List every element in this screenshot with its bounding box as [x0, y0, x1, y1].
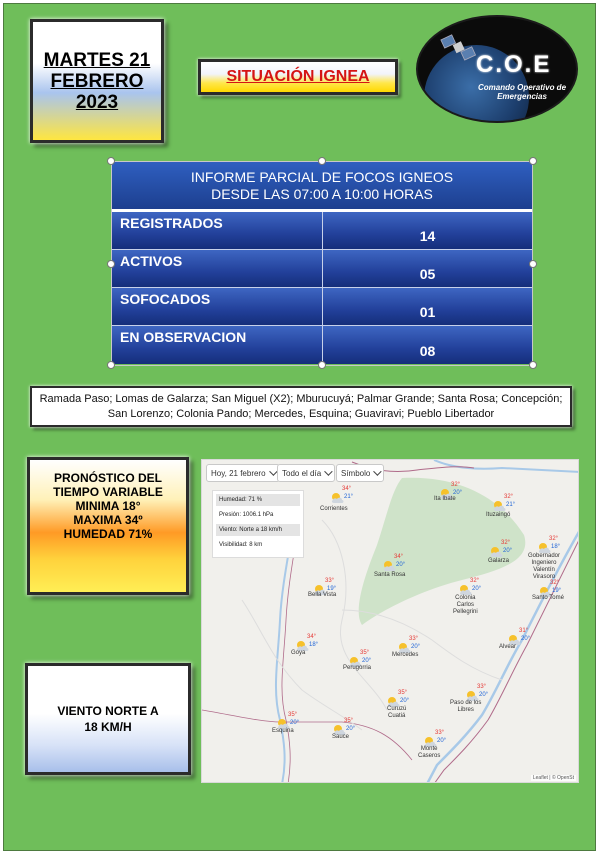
forecast-line: TIEMPO VARIABLE	[53, 485, 163, 499]
city-label: Paso de los Libres	[450, 700, 482, 713]
satellite-icon	[440, 33, 480, 67]
min-temp: 21°	[344, 494, 354, 500]
max-temp: 32°	[451, 482, 461, 488]
city-label: Ituzaingó	[486, 512, 511, 518]
forecast-line: PRONÓSTICO DEL	[53, 471, 162, 485]
report-header: INFORME PARCIAL DE FOCOS IGNEOS DESDE LAS 07:00 A 10:00 HORAS	[112, 162, 532, 212]
wind-text: VIENTO NORTE A 18 KM/H	[57, 704, 159, 734]
weather-map[interactable]	[201, 459, 579, 783]
city-label: Corrientes	[320, 506, 348, 512]
min-temp: 20°	[437, 738, 447, 744]
city-label: Ita Ibate	[434, 496, 456, 502]
city-label: Sauce	[332, 734, 350, 740]
max-temp: 31°	[519, 628, 529, 634]
city-label: Perugorria	[343, 665, 372, 671]
weather-station-marker[interactable]	[332, 718, 378, 746]
resize-handle[interactable]	[107, 260, 115, 268]
min-temp: 20°	[472, 586, 482, 592]
city-label: Curuzú Cuatiá	[387, 706, 407, 719]
report-row	[112, 212, 532, 250]
min-temp: 20°	[503, 548, 513, 554]
weather-station-marker[interactable]	[507, 628, 553, 656]
max-temp: 34°	[394, 554, 404, 560]
report-row	[112, 326, 532, 364]
min-temp: 20°	[521, 636, 531, 642]
forecast-line: HUMEDAD 71%	[63, 527, 153, 541]
max-temp: 33°	[435, 730, 445, 736]
resize-handle[interactable]	[318, 361, 326, 369]
max-temp: 33°	[325, 578, 335, 584]
min-temp: 20°	[400, 698, 410, 704]
pressure-value: Presión: 1006.1 hPa	[219, 512, 274, 518]
resize-handle[interactable]	[529, 361, 537, 369]
weather-station-marker[interactable]	[538, 580, 579, 608]
weather-station-marker[interactable]	[276, 712, 322, 740]
date-box	[30, 19, 164, 143]
report-row	[112, 250, 532, 288]
city-label: Monte Caseros	[418, 746, 441, 759]
coe-subtitle: Comando Operativo de Emergencias	[478, 83, 567, 101]
chevron-down-icon	[324, 467, 332, 475]
min-temp: 20°	[453, 490, 463, 496]
max-temp: 35°	[398, 690, 408, 696]
report-row-label: REGISTRADOS	[112, 212, 323, 249]
coe-logo	[416, 15, 578, 123]
date-select[interactable]	[206, 464, 280, 482]
report-row-value: 08	[419, 343, 436, 359]
max-temp: 35°	[360, 650, 370, 656]
city-label: Mercedes	[392, 652, 419, 658]
date-text: MARTES 21 FEBRERO 2023	[43, 49, 151, 113]
resize-handle[interactable]	[529, 157, 537, 165]
report-row-label: SOFOCADOS	[112, 288, 323, 325]
max-temp: 32°	[470, 578, 480, 584]
period-select-label: Todo el día	[282, 468, 322, 478]
chevron-down-icon	[374, 467, 382, 475]
min-temp: 19°	[327, 586, 337, 592]
min-temp: 20°	[411, 644, 421, 650]
forecast-box	[27, 457, 189, 595]
visibility-value: Visibilidad: 8 km	[219, 542, 263, 548]
weather-station-marker[interactable]	[348, 650, 394, 678]
mode-select[interactable]	[336, 464, 384, 482]
max-temp: 34°	[342, 486, 352, 492]
max-temp: 32°	[549, 536, 559, 542]
max-temp: 32°	[501, 540, 511, 546]
mode-select-label: Símbolo	[341, 468, 371, 478]
city-label: Alvear	[499, 644, 517, 650]
min-temp: 20°	[346, 726, 356, 732]
city-label: Goya	[291, 650, 306, 656]
min-temp: 20°	[396, 562, 406, 568]
min-temp: 20°	[479, 692, 489, 698]
forecast-line: MAXIMA 34º	[73, 513, 143, 527]
weather-info-panel	[212, 490, 304, 558]
city-label: Bella Vista	[308, 592, 337, 598]
city-label: Galarza	[488, 558, 510, 564]
min-temp: 19°	[552, 588, 562, 594]
situation-label: SITUACIÓN IGNEA	[226, 68, 370, 85]
forecast-line: MINIMA 18°	[75, 499, 141, 513]
resize-handle[interactable]	[107, 361, 115, 369]
locations-text: Ramada Paso; Lomas de Galarza; San Miguel (X2); Mburucuyá; Palmar Grande; Santa Rosa; Concepción; San Lorenzo; Colonia Pando; Mercedes, Esquina; Guaviravi; Pueblo Libertador	[39, 392, 563, 420]
min-temp: 18°	[309, 642, 319, 648]
period-select[interactable]	[277, 464, 335, 482]
city-label: Santo Tomé	[532, 595, 564, 601]
report-row-label: EN OBSERVACION	[112, 326, 323, 364]
page-background	[3, 3, 596, 851]
wind-value: Viento: Norte a 18 km/h	[216, 524, 300, 536]
max-temp: 32°	[550, 580, 560, 586]
chevron-down-icon	[269, 467, 277, 475]
city-label: Colonia Carlos Pellegrini	[453, 595, 478, 615]
max-temp: 33°	[409, 636, 419, 642]
min-temp: 20°	[290, 720, 300, 726]
report-row-value: 01	[419, 304, 436, 320]
min-temp: 20°	[362, 658, 372, 664]
max-temp: 35°	[288, 712, 298, 718]
report-row-value: 14	[419, 228, 436, 244]
max-temp: 32°	[504, 494, 514, 500]
report-row	[112, 288, 532, 326]
map-attribution: Leaflet | © OpenSt	[532, 775, 574, 781]
city-label: Santa Rosa	[374, 572, 406, 578]
coe-acronym: C.O.E	[476, 51, 552, 78]
situation-banner	[198, 59, 398, 95]
min-temp: 18°	[551, 544, 561, 550]
weather-station-marker[interactable]	[397, 636, 443, 664]
resize-handle[interactable]	[318, 157, 326, 165]
max-temp: 35°	[344, 718, 354, 724]
weather-station-marker[interactable]	[295, 634, 341, 662]
wind-box	[25, 663, 191, 775]
max-temp: 34°	[307, 634, 317, 640]
date-select-label: Hoy, 21 febrero	[211, 468, 266, 478]
resize-handle[interactable]	[529, 260, 537, 268]
min-temp: 21°	[506, 502, 516, 508]
report-row-value: 05	[419, 266, 436, 282]
report-row-label: ACTIVOS	[112, 250, 323, 287]
locations-box	[30, 386, 572, 427]
city-label: Gobernador Ingeniero Valentín Virasoro	[528, 553, 561, 580]
city-label: Esquina	[272, 728, 294, 734]
fire-report-table	[111, 161, 533, 366]
max-temp: 33°	[477, 684, 487, 690]
resize-handle[interactable]	[107, 157, 115, 165]
humidity-value: Humedad: 71 %	[216, 494, 300, 506]
